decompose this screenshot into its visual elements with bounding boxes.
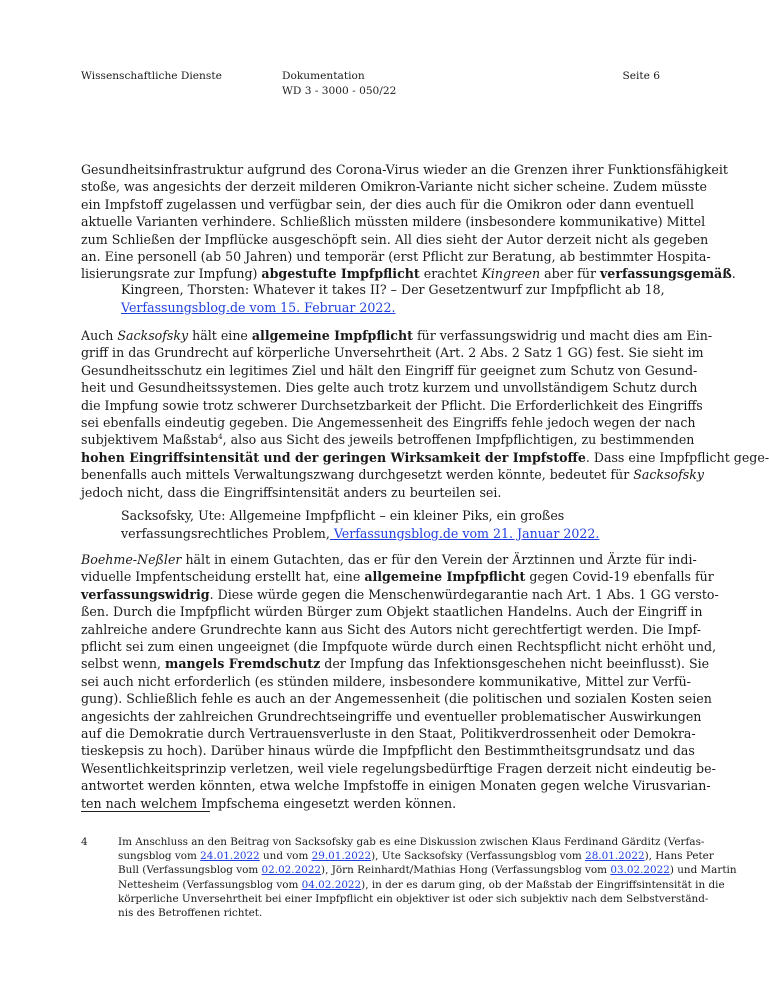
text-line: tieskepsis zu hoch). Darüber hinaus würde die Impfpflicht den Bestimmtheitsgrundsatz und das: [81, 743, 695, 759]
text-line: die Impfung sowie trotz schwerer Durchsetzbarkeit der Pflicht. Die Erforderlichkeit des Eingriffs: [81, 397, 703, 413]
footnote-divider: [81, 811, 210, 812]
emphasis-bold: verfassungswidrig: [81, 586, 210, 602]
text-line: [81, 655, 710, 672]
footnote-reference[interactable]: 4: [218, 433, 223, 442]
text-run: erachtet: [419, 266, 482, 282]
text-run: und vom: [259, 850, 312, 863]
text-line: nis des Betroffenen richtet.: [118, 907, 263, 920]
citation-text: Sacksofsky, Ute: Allgemeine Impfpflicht – ein kleiner Piks, ein großes: [121, 508, 565, 523]
citation-sacksofsky: [121, 507, 641, 542]
footnote-text: [118, 835, 737, 920]
text-line: sei ebenfalls eindeutig gegeben. Die Angemessenheit des Eingriffs fehle jedoch wegen der nach: [81, 415, 696, 431]
emphasis-bold: abgestufte Impfpflicht: [261, 266, 420, 282]
paragraph-sacksofsky: [81, 327, 769, 501]
text-line: [81, 431, 695, 448]
text-line: [118, 849, 714, 863]
text-line: Gesundheitsinfrastruktur aufgrund des Corona-Virus wieder an die Grenzen ihrer Funktionsfähigkeit: [81, 162, 728, 177]
text-line: angesichts der zahlreichen Grundrechtseingriffe und eventueller problematischer Auswirkungen: [81, 708, 702, 724]
text-line: sei auch nicht erforderlich (es stünden mildere, insbesondere kommunikative, Mittel zur Verfü-: [81, 673, 691, 689]
text-run: der Impfung das Infektionsgeschehen nicht beeinflusst). Sie: [320, 656, 710, 672]
text-run: , also aus Sicht des jeweils betroffenen Impfpflichtigen, zu bestimmenden: [222, 432, 695, 448]
citation-link[interactable]: Verfassungsblog.de vom 15. Februar 2022.: [121, 299, 396, 315]
footnote-link[interactable]: 04.02.2022: [301, 878, 362, 891]
header-doc-number: WD 3 - 3000 - 050/22: [282, 85, 397, 97]
text-line: [81, 449, 769, 466]
text-run: .: [731, 266, 736, 282]
paragraph-kingreen: [81, 161, 736, 283]
header-institution: Wissenschaftliche Dienste: [81, 70, 222, 82]
author-name: Boehme-Neßler: [81, 552, 182, 567]
text-run: ), Ute Sacksofsky (Verfassungsblog vom: [371, 850, 586, 863]
citation-kingreen: [121, 281, 665, 316]
text-line: ein Impfstoff zugelassen und verfügbar sein, der dies auch für die Omikron oder dann eventuell: [81, 196, 694, 212]
footnote-link[interactable]: 28.01.2022: [585, 850, 645, 863]
text-run: Bull (Verfassungsblog vom: [118, 864, 262, 877]
author-name: Kingreen: [481, 266, 541, 282]
text-run: ), in der es darum ging, ob der Maßstab der Eingriffsintensität in die: [361, 878, 725, 891]
text-line: zahlreiche andere Grundrechte kann aus Sicht des Autors nicht gerechtfertigt werden. Die Impf-: [81, 621, 702, 637]
text-line: aktuelle Varianten verhindere. Schließlich müssten mildere (insbesondere kommunikative) Mittel: [81, 214, 706, 230]
text-run: hält in einem Gutachten, das er für den Verein der Ärztinnen und Ärzte für indi-: [181, 552, 697, 567]
footnote-number: 4: [81, 836, 88, 848]
text-run: hält eine: [188, 328, 252, 343]
text-run: Nettesheim (Verfassungsblog vom: [118, 878, 302, 891]
text-line: pflicht sei zum einen ungeeignet (die Impfquote würde durch einen Rechtspflicht nicht erhöht und,: [81, 639, 717, 655]
author-name: Sacksofsky: [117, 328, 189, 343]
header-document-info: [282, 69, 396, 99]
text-line: [81, 466, 704, 483]
footnote-link[interactable]: 03.02.2022: [610, 864, 670, 877]
text-run: selbst wenn,: [81, 656, 165, 672]
text-line: antwortet werden könnten, etwa welche Impfstoffe in einigen Monaten gegen welche Virusvarian-: [81, 778, 711, 794]
text-line: Im Anschluss an den Beitrag von Sacksofsky gab es eine Diskussion zwischen Klaus Ferdinand Gärditz (Verfas-: [118, 836, 705, 848]
text-run: lisierungsrate zur Impfung): [81, 266, 262, 282]
emphasis-bold: verfassungsgemäß: [599, 266, 732, 282]
footnote-link[interactable]: 29.01.2022: [311, 850, 372, 863]
text-line: Gesundheitsschutz ein legitimes Ziel und hält den Eingriff für geeignet zum Schutz von Gesund-: [81, 362, 698, 378]
header-doc-title: Dokumentation: [282, 70, 365, 82]
footnote-link[interactable]: 24.01.2022: [200, 850, 260, 863]
emphasis-bold: mangels Fremdschutz: [165, 656, 321, 672]
text-run: gegen Covid-19 ebenfalls für: [525, 569, 714, 585]
author-name: Sacksofsky: [633, 467, 704, 483]
text-run: benenfalls auch mittels Verwaltungszwang durchgesetzt werden könnte, bedeutet für: [81, 467, 634, 483]
text-run: ) und Martin: [669, 864, 737, 877]
text-line: stoße, was angesichts der derzeit milderen Omikron-Variante nicht sicher scheine. Zudem müsste: [81, 179, 707, 195]
text-run: . Diese würde gegen die Menschenwürdegarantie nach Art. 1 Abs. 1 GG versto-: [209, 586, 719, 602]
citation-text: [121, 525, 641, 543]
text-run: verfassungsrechtliches Problem,: [121, 525, 330, 541]
header-page-number: Seite 6: [622, 70, 660, 82]
text-line: [81, 327, 713, 344]
text-line: zum Schließen der Impflücke ausgeschöpft sein. All dies sieht der Autor derzeit nicht als gegeben: [81, 231, 709, 247]
text-line: [118, 878, 725, 892]
text-run: sungsblog vom: [118, 850, 201, 863]
text-line: auf die Demokratie durch Vertrauensverluste in den Staat, Politikverdrossenheit oder Demokra-: [81, 726, 696, 742]
emphasis-bold: allgemeine Impfpflicht: [251, 328, 413, 343]
text-line: gung). Schließlich fehle es auch an der Angemessenheit (die politischen und sozialen Kosten seien: [81, 691, 712, 707]
paragraph-boehme-nessler: [81, 551, 719, 812]
text-line: griff in das Grundrecht auf körperliche Unversehrtheit (Art. 2 Abs. 2 Satz 1 GG) fest. Sie sieht im: [81, 345, 704, 361]
text-line: [118, 863, 737, 877]
text-line: ßen. Durch die Impfpflicht würden Bürger zum Objekt staatlichen Handelns. Auch der Eingriff in: [81, 604, 703, 620]
footnote-link[interactable]: 02.02.2022: [261, 864, 322, 877]
text-run: viduelle Impfentscheidung erstellt hat, eine: [81, 569, 365, 585]
text-line: [81, 586, 719, 603]
text-line: heit und Gesundheitssystemen. Dies gelte auch trotz kurzem und unvollständigem Schutz durch: [81, 380, 698, 396]
text-line: körperliche Unversehrtheit bei einer Impfpflicht ein objektiver ist oder sich subjektiv nach dem Selbstverständ-: [118, 892, 709, 905]
emphasis-bold: hohen Eingriffsintensität und der geringen Wirksamkeit der Impfstoffe: [81, 449, 586, 465]
citation-text: Kingreen, Thorsten: Whatever it takes II? – Der Gesetzentwurf zur Impfpflicht ab 18,: [121, 282, 665, 297]
text-run: für verfassungswidrig und macht dies am Ein-: [412, 328, 713, 343]
text-run: . Dass eine Impfpflicht gege-: [585, 449, 769, 465]
emphasis-bold: allgemeine Impfpflicht: [364, 569, 526, 585]
text-line: [81, 568, 714, 585]
text-run: aber für: [540, 266, 600, 282]
text-run: subjektivem Maßstab: [81, 432, 219, 448]
text-run: ), Hans Peter: [644, 850, 714, 863]
text-line: [81, 551, 697, 568]
text-run: Auch: [81, 328, 118, 343]
citation-link[interactable]: Verfassungsblog.de vom 21. Januar 2022.: [329, 525, 600, 541]
text-line: Wesentlichkeitsprinzip verletzen, weil viele regelungsbedürftige Fragen derzeit nicht eindeutig be-: [81, 760, 716, 776]
text-run: ), Jörn Reinhardt/Mathias Hong (Verfassungsblog vom: [321, 864, 611, 877]
text-line: jedoch nicht, dass die Eingriffsintensität anders zu beurteilen sei.: [81, 484, 502, 500]
text-line: ten nach welchem Impfschema eingesetzt werden können.: [81, 795, 457, 811]
text-line: an. Eine personell (ab 50 Jahren) und temporär (erst Pflicht zur Beratung, ab bestimmter Hospita-: [81, 249, 711, 265]
